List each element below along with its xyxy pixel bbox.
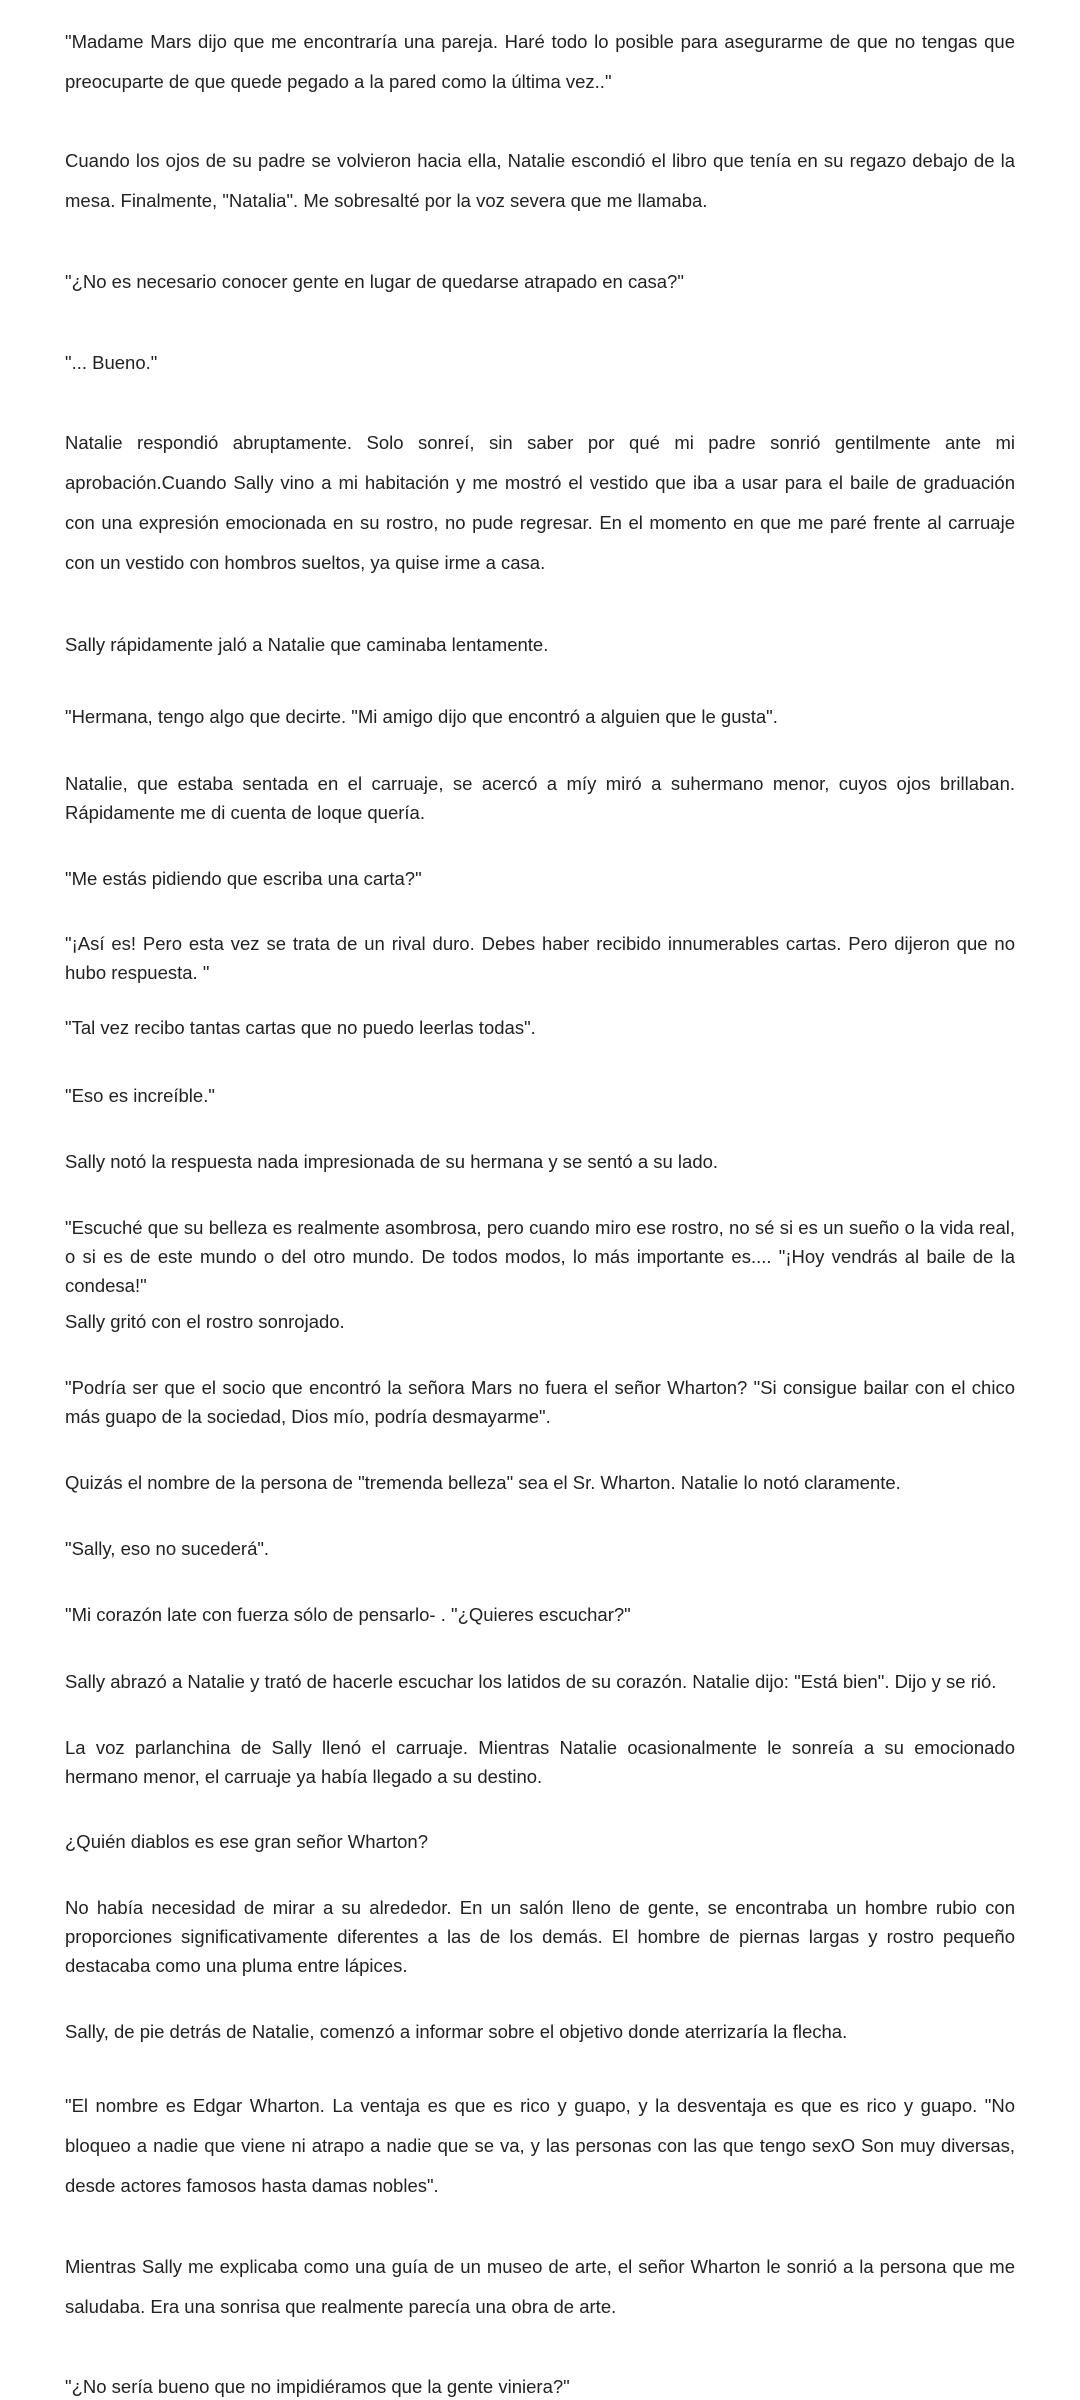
- paragraph-27: "¿No sería bueno que no impidiéramos que la gente viniera?": [65, 2376, 570, 2397]
- paragraph-17: Quizás el nombre de la persona de "tremenda belleza" sea el Sr. Wharton. Natalie lo notó claramente.: [65, 1472, 901, 1493]
- paragraph-8: Natalie, que estaba sentada en el carruaje, se acercó a míy miró a suhermano menor, cuyos ojos brillaban. Rápidamente me di cuenta de loque quería.: [65, 773, 1015, 823]
- paragraph-7: "Hermana, tengo algo que decirte. "Mi amigo dijo que encontró a alguien que le gusta".: [65, 706, 778, 727]
- paragraph-13: Sally notó la respuesta nada impresionada de su hermana y se sentó a su lado.: [65, 1151, 719, 1172]
- paragraph-16: "Podría ser que el socio que encontró la señora Mars no fuera el señor Wharton? "Si consigue bailar con el chico más guapo de la sociedad, Dios mío, podría desmayarme".: [65, 1377, 1015, 1427]
- paragraph-10: "¡Así es! Pero esta vez se trata de un rival duro. Debes haber recibido innumerables cartas. Pero dijeron que no hubo respuesta. ": [65, 933, 1015, 983]
- paragraph-11: "Tal vez recibo tantas cartas que no puedo leerlas todas".: [65, 1017, 536, 1038]
- paragraph-25: "El nombre es Edgar Wharton. La ventaja es que es rico y guapo, y la desventaja es que es rico y guapo. "No bloqueo a nadie que viene ni atrapo a nadie que se va, y las personas con las que tengo sexO Son muy diversas, desde actores famosos hasta damas nobles".: [65, 2095, 1015, 2196]
- paragraph-4: "... Bueno.": [65, 352, 158, 373]
- paragraph-26: Mientras Sally me explicaba como una guía de un museo de arte, el señor Wharton le sonrió a la persona que me saludaba. Era una sonrisa que realmente parecía una obra de arte.: [65, 2256, 1015, 2317]
- paragraph-24: Sally, de pie detrás de Natalie, comenzó a informar sobre el objetivo donde aterrizaría la flecha.: [65, 2021, 848, 2042]
- paragraph-19: "Mi corazón late con fuerza sólo de pensarlo- . "¿Quieres escuchar?": [65, 1604, 631, 1625]
- paragraph-22: ¿Quién diablos es ese gran señor Wharton?: [65, 1831, 429, 1852]
- paragraph-20: Sally abrazó a Natalie y trató de hacerle escuchar los latidos de su corazón. Natalie dijo: "Está bien". Dijo y se rió.: [65, 1671, 997, 1692]
- paragraph-23: No había necesidad de mirar a su alrededor. En un salón lleno de gente, se encontraba un hombre rubio con proporciones significativamente diferentes a las de los demás. El hombre de piernas largas y rostro pequeño destacaba como una pluma entre lápices.: [65, 1897, 1015, 1976]
- paragraph-15: Sally gritó con el rostro sonrojado.: [65, 1311, 345, 1332]
- paragraph-5: Natalie respondió abruptamente. Solo sonreí, sin saber por qué mi padre sonrió gentilmente ante mi aprobación.Cuando Sally vino a mi habitación y me mostró el vestido que iba a usar para el baile de graduación con una expresión emocionada en su rostro, no pude regresar. En el momento en que me paré frente al carruaje con un vestido con hombros sueltos, ya quise irme a casa.: [65, 432, 1015, 573]
- paragraph-18: "Sally, eso no sucederá".: [65, 1538, 270, 1559]
- paragraph-1: "Madame Mars dijo que me encontraría una pareja. Haré todo lo posible para asegurarme de que no tengas que preocuparte de que quede pegado a la pared como la última vez..": [65, 31, 1015, 92]
- paragraph-21: La voz parlanchina de Sally llenó el carruaje. Mientras Natalie ocasionalmente le sonreía a su emocionado hermano menor, el carruaje ya había llegado a su destino.: [65, 1737, 1015, 1787]
- paragraph-6: Sally rápidamente jaló a Natalie que caminaba lentamente.: [65, 634, 549, 655]
- paragraph-2: Cuando los ojos de su padre se volvieron hacia ella, Natalie escondió el libro que tenía en su regazo debajo de la mesa. Finalmente, "Natalia". Me sobresalté por la voz severa que me llamaba.: [65, 150, 1015, 211]
- paragraph-12: "Eso es increíble.": [65, 1085, 215, 1106]
- paragraph-9: "Me estás pidiendo que escriba una carta?": [65, 868, 422, 889]
- paragraph-14: "Escuché que su belleza es realmente asombrosa, pero cuando miro ese rostro, no sé si es un sueño o la vida real, o si es de este mundo o del otro mundo. De todos modos, lo más importante es.... "¡Hoy vendrás al baile de la condesa!": [65, 1217, 1015, 1296]
- paragraph-3: "¿No es necesario conocer gente en lugar de quedarse atrapado en casa?": [65, 271, 684, 292]
